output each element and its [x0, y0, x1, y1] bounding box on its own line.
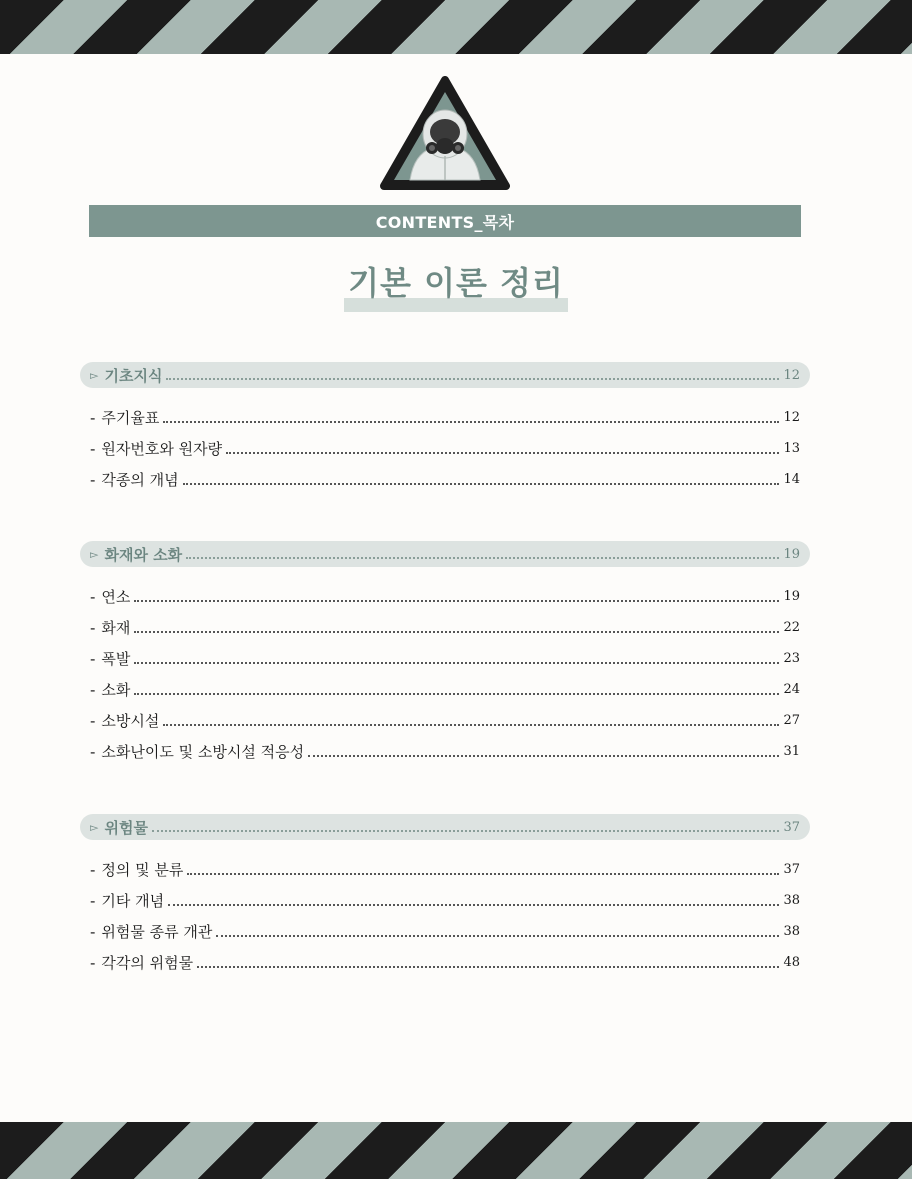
main-title-container [0, 258, 912, 304]
entry-page-number: 38 [783, 893, 800, 908]
bullet-dash: - [90, 860, 96, 879]
hazard-stripe-bottom [0, 1122, 912, 1179]
entry-page-number: 22 [783, 620, 800, 635]
toc-entry[interactable] [80, 854, 810, 885]
entry-page-number: 23 [783, 651, 800, 666]
bullet-dash: - [90, 891, 96, 910]
dot-leader [308, 755, 779, 757]
entry-label: 위험물 종류 개관 [101, 923, 213, 941]
toc-entry[interactable] [80, 402, 810, 433]
dot-leader [168, 904, 779, 906]
entry-label: 각각의 위험물 [101, 954, 194, 972]
page-title: 기본 이론 정리 [346, 258, 566, 304]
section-header[interactable] [80, 814, 810, 840]
contents-label: CONTENTS_목차 [375, 212, 515, 232]
dot-leader [163, 421, 779, 423]
entry-page-number: 14 [783, 472, 800, 487]
hazard-stripe-top [0, 0, 912, 54]
entry-page-number: 13 [783, 441, 800, 456]
toc-entry[interactable] [80, 705, 810, 736]
bullet-dash: - [90, 742, 96, 761]
toc-entry[interactable] [80, 612, 810, 643]
entry-page-number: 48 [783, 955, 800, 970]
bullet-dash: - [90, 711, 96, 730]
section-page-number: 37 [783, 819, 800, 835]
dot-leader [186, 557, 779, 559]
hazmat-suit-warning-icon [380, 76, 510, 192]
entry-label: 주기율표 [101, 409, 160, 427]
entry-label: 소방시설 [101, 712, 160, 730]
toc-entry[interactable] [80, 581, 810, 612]
entry-label: 소화난이도 및 소방시설 적응성 [101, 743, 305, 761]
toc-entry[interactable] [80, 464, 810, 495]
entry-page-number: 19 [783, 589, 800, 604]
contents-banner [89, 205, 801, 237]
bullet-dash: - [90, 680, 96, 699]
dot-leader [134, 662, 779, 664]
dot-leader [152, 830, 780, 832]
entry-label: 정의 및 분류 [101, 861, 184, 879]
dot-leader [166, 378, 779, 380]
entry-label: 원자번호와 원자량 [101, 440, 223, 458]
entry-label: 연소 [101, 588, 131, 606]
section-header[interactable] [80, 541, 810, 567]
toc-section-fire [80, 541, 810, 767]
bullet-dash: - [90, 922, 96, 941]
section-page-number: 12 [783, 367, 800, 383]
bullet-dash: - [90, 587, 96, 606]
dot-leader [187, 873, 779, 875]
dot-leader [183, 483, 780, 485]
toc-entry[interactable] [80, 643, 810, 674]
toc-section-basics [80, 362, 810, 495]
dot-leader [134, 600, 779, 602]
toc-entry[interactable] [80, 674, 810, 705]
dot-leader [134, 631, 779, 633]
dot-leader [197, 966, 779, 968]
entry-page-number: 12 [783, 410, 800, 425]
section-title: 기초지식 [104, 366, 163, 385]
toc-entry[interactable] [80, 947, 810, 978]
entry-label: 각종의 개념 [101, 471, 179, 489]
bullet-dash: - [90, 439, 96, 458]
triangle-right-icon: ▻ [90, 820, 99, 834]
section-header[interactable] [80, 362, 810, 388]
bullet-dash: - [90, 649, 96, 668]
toc-section-hazmat [80, 814, 810, 978]
triangle-right-icon: ▻ [90, 368, 99, 382]
entry-page-number: 37 [783, 862, 800, 877]
toc-entry[interactable] [80, 916, 810, 947]
toc-entry[interactable] [80, 433, 810, 464]
entry-page-number: 31 [783, 744, 800, 759]
dot-leader [163, 724, 779, 726]
bullet-dash: - [90, 953, 96, 972]
entry-label: 소화 [101, 681, 131, 699]
toc-entry[interactable] [80, 736, 810, 767]
section-title: 위험물 [104, 818, 148, 837]
entry-page-number: 38 [783, 924, 800, 939]
entry-page-number: 27 [783, 713, 800, 728]
dot-leader [226, 452, 779, 454]
triangle-right-icon: ▻ [90, 547, 99, 561]
dot-leader [134, 693, 779, 695]
entry-label: 폭발 [101, 650, 131, 668]
entry-label: 기타 개념 [101, 892, 165, 910]
entry-page-number: 24 [783, 682, 800, 697]
toc-entry[interactable] [80, 885, 810, 916]
bullet-dash: - [90, 408, 96, 427]
section-title: 화재와 소화 [104, 545, 183, 564]
dot-leader [216, 935, 779, 937]
bullet-dash: - [90, 618, 96, 637]
entry-label: 화재 [101, 619, 131, 637]
bullet-dash: - [90, 470, 96, 489]
section-page-number: 19 [783, 546, 800, 562]
